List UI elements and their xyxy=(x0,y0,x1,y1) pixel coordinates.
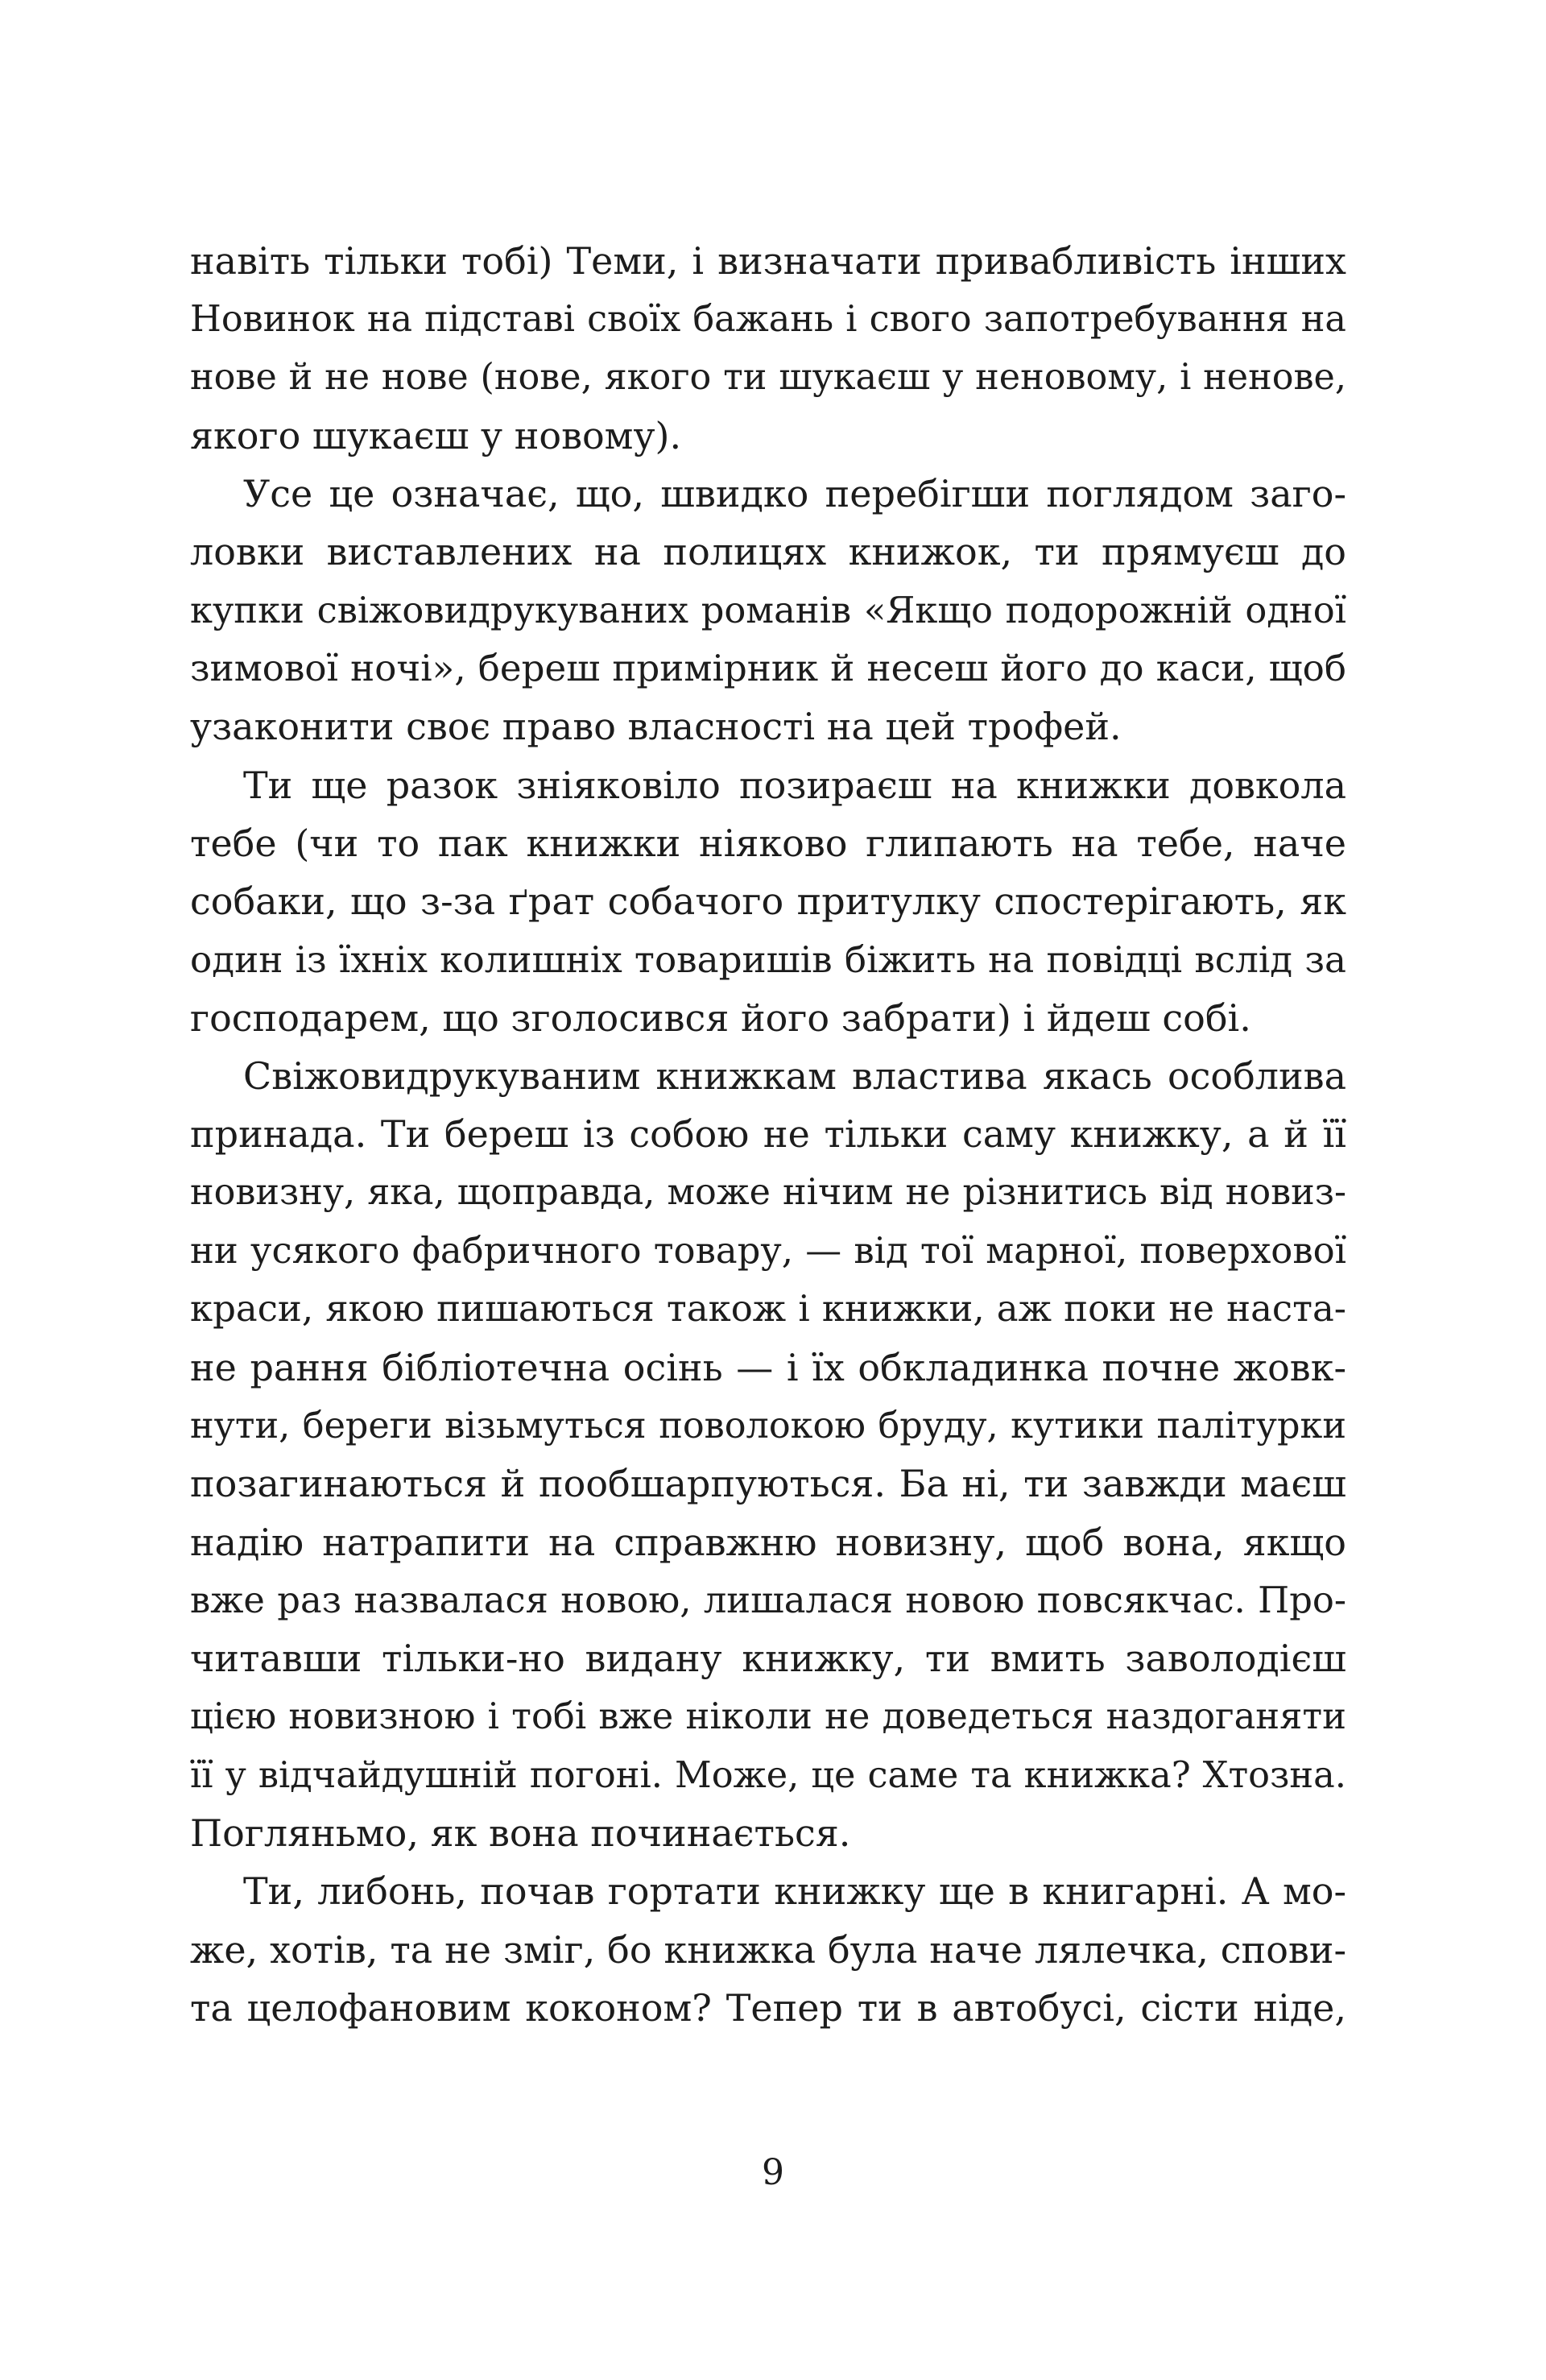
text-line: вже раз назвалася новою, лишалася новою повсякчас. Про- xyxy=(190,1578,1346,1621)
text-line: та целофановим коконом? Тепер ти в автобусі, сісти ніде, xyxy=(190,1985,1346,2030)
text-line: якого шукаєш у новому). xyxy=(190,413,682,457)
text-line: Ти ще разок зніяковіло позираєш на книжки довкола xyxy=(243,763,1346,807)
text-line: читавши тільки-но видану книжку, ти вмить заволодієш xyxy=(190,1637,1346,1681)
text-line: Ти, либонь, почав гортати книжку ще в книгарні. А мо- xyxy=(243,1869,1346,1914)
text-line: надію натрапити на справжню новизну, щоб вона, якщо xyxy=(190,1520,1346,1564)
page-number: 9 xyxy=(762,2152,784,2193)
text-line: нути, береги візьмуться поволокою бруду, кутики палітурки xyxy=(190,1404,1346,1447)
text-line: Усе це означає, що, швидко перебігши поглядом заго- xyxy=(243,472,1346,516)
text-line: її у відчайдушній погоні. Може, це саме та книжка? Хтозна. xyxy=(190,1753,1346,1796)
text-line: Свіжовидрукуваним книжкам властива якась особлива xyxy=(243,1054,1346,1099)
text-line: Погляньмо, як вона починається. xyxy=(190,1811,851,1856)
paragraph xyxy=(190,756,1346,1047)
text-line: тебе (чи то пак книжки ніяково глипають на тебе, наче xyxy=(190,821,1346,865)
paragraph xyxy=(190,232,1346,465)
text-line: Новинок на підставі своїх бажань і свого запотребування на xyxy=(190,298,1346,341)
text-line: новизну, яка, щоправда, може нічим не різнитись від новиз- xyxy=(190,1171,1346,1213)
text-line: принада. Ти береш із собою не тільки саму книжку, а й її xyxy=(190,1112,1346,1157)
text-line: ни усякого фабричного товару, — від тої марної, поверхової xyxy=(190,1229,1346,1273)
paragraph xyxy=(190,1862,1346,2037)
body-text xyxy=(190,232,1346,2037)
text-line: навіть тільки тобі) Теми, і визначати привабливість інших xyxy=(190,239,1346,283)
text-line: зимової ночі», береш примірник й несеш його до каси, щоб xyxy=(190,647,1346,690)
text-line: узаконити своє право власності на цей трофей. xyxy=(190,705,1122,749)
paragraph xyxy=(190,465,1346,755)
paragraph xyxy=(190,1047,1346,1862)
text-line: ловки виставлених на полицях книжок, ти прямуєш до xyxy=(190,530,1346,574)
text-line: же, хотів, та не зміг, бо книжка була наче лялечка, спови- xyxy=(190,1927,1346,1972)
text-line: господарем, що зголосився його забрати) і йдеш собі. xyxy=(190,995,1251,1040)
text-line: позагинаються й пообшарпуються. Ба ні, ти завжди маєш xyxy=(190,1462,1346,1506)
text-line: купки свіжовидрукуваних романів «Якщо подорожній одної xyxy=(190,588,1346,631)
text-line: один із їхніх колишніх товаришів біжить на повідці вслід за xyxy=(190,938,1346,981)
text-line: цією новизною і тобі вже ніколи не доведеться наздоганяти xyxy=(190,1695,1346,1738)
text-line: собаки, що з-за ґрат собачого притулку спостерігають, як xyxy=(190,880,1346,924)
text-line: краси, якою пишаються також і книжки, аж поки не наста- xyxy=(190,1287,1346,1331)
text-line: нове й не нове (нове, якого ти шукаєш у неновому, і ненове, xyxy=(190,356,1346,398)
text-line: не рання бібліотечна осінь — і їх обкладинка почне жовк- xyxy=(190,1345,1346,1389)
